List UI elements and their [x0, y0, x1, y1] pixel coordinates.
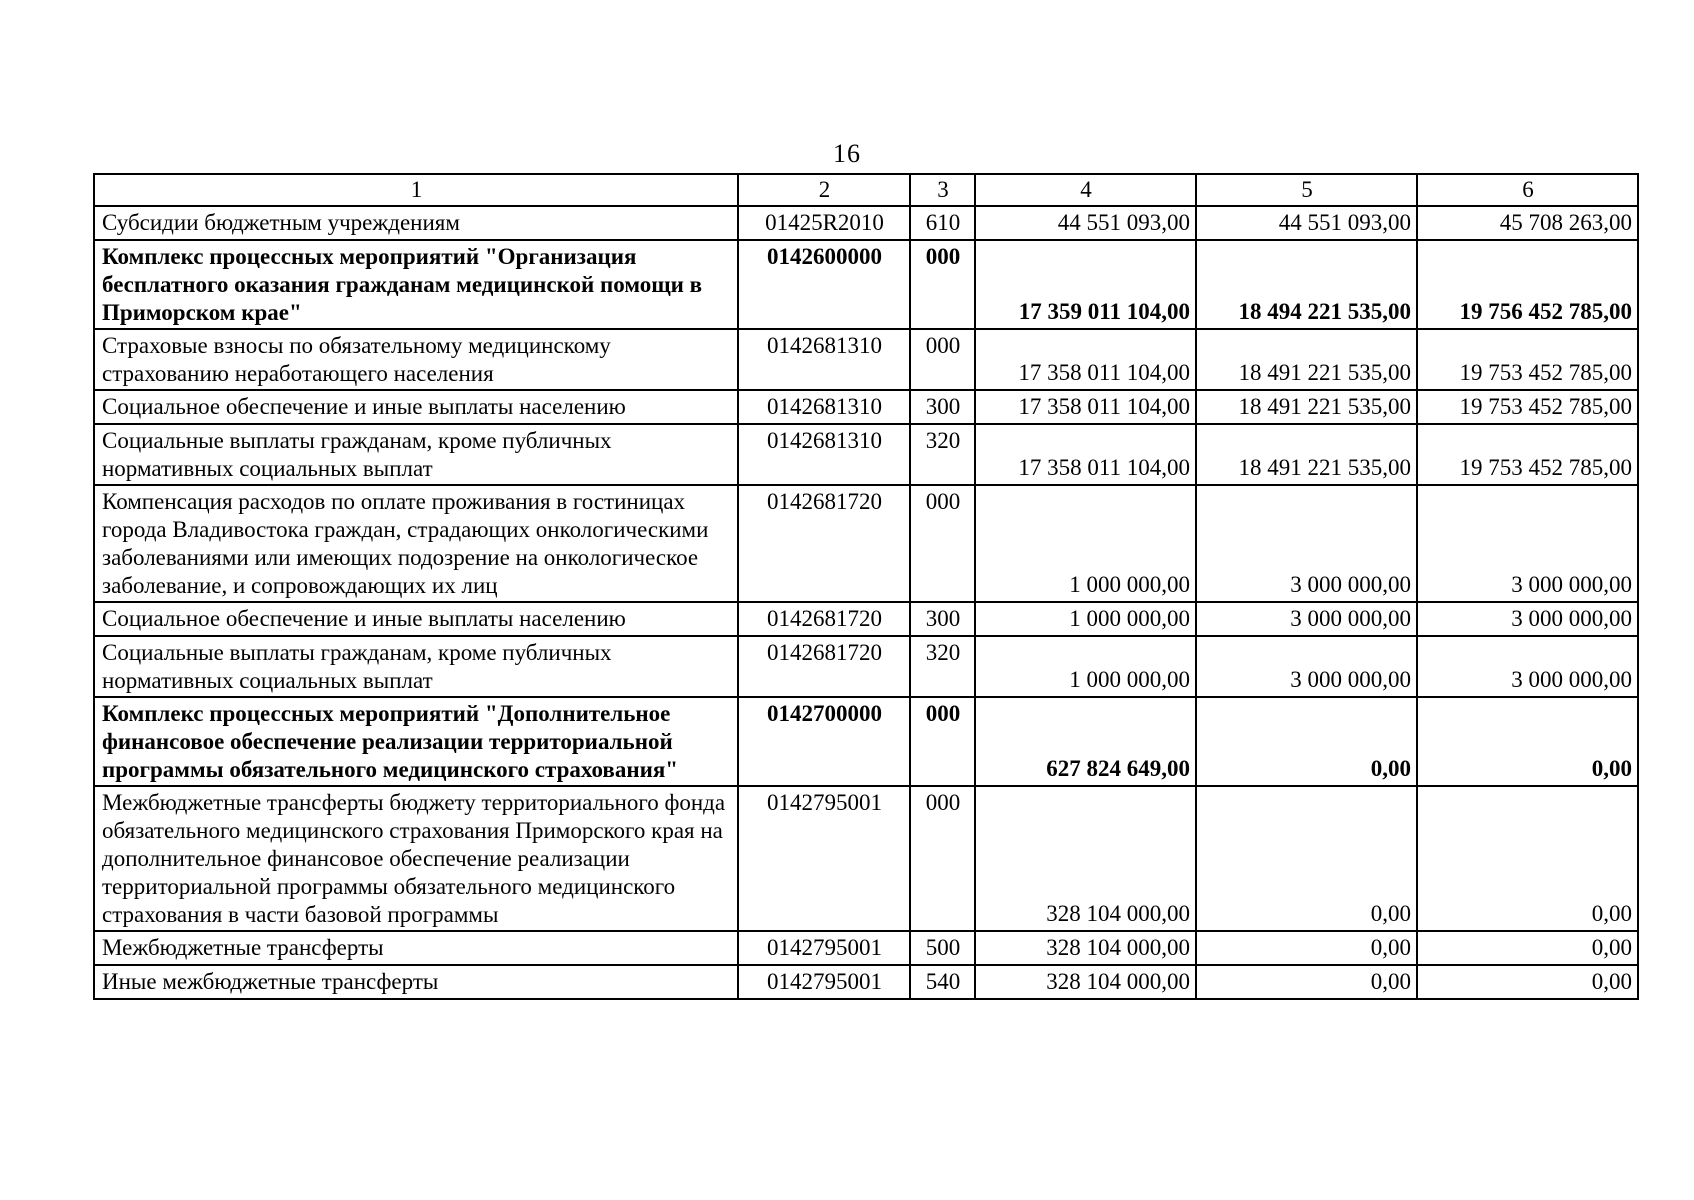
- row-amount-col5: 18 491 221 535,00: [1196, 390, 1417, 424]
- page-number: 16: [833, 139, 861, 168]
- table-header-row: [94, 174, 1638, 206]
- row-amount-col4: 328 104 000,00: [975, 965, 1196, 999]
- row-code: 0142600000: [738, 240, 910, 329]
- row-expense-type: 500: [910, 931, 975, 965]
- row-amount-col6: 19 753 452 785,00: [1417, 424, 1638, 485]
- row-amount-col5: 3 000 000,00: [1196, 485, 1417, 602]
- table-row: [94, 329, 1638, 390]
- row-expense-type: 000: [910, 240, 975, 329]
- row-amount-col4: 1 000 000,00: [975, 636, 1196, 697]
- row-expense-type: 000: [910, 485, 975, 602]
- row-code: 0142681310: [738, 424, 910, 485]
- row-name: Социальные выплаты гражданам, кроме публичных нормативных социальных выплат: [94, 636, 738, 697]
- table-row: [94, 636, 1638, 697]
- row-amount-col5: 18 491 221 535,00: [1196, 424, 1417, 485]
- table-row: [94, 390, 1638, 424]
- table-row: [94, 485, 1638, 602]
- row-name: Межбюджетные трансферты: [94, 931, 738, 965]
- row-amount-col4: 17 358 011 104,00: [975, 390, 1196, 424]
- budget-table: [93, 173, 1639, 1000]
- row-amount-col6: 45 708 263,00: [1417, 206, 1638, 240]
- row-name: Комплекс процессных мероприятий "Организация бесплатного оказания гражданам медицинской помощи в Приморском крае": [94, 240, 738, 329]
- row-name: Социальное обеспечение и иные выплаты населению: [94, 390, 738, 424]
- row-amount-col4: 627 824 649,00: [975, 697, 1196, 786]
- column-number-6: 6: [1417, 174, 1638, 206]
- row-amount-col6: 0,00: [1417, 697, 1638, 786]
- row-name: Страховые взносы по обязательному медицинскому страхованию неработающего населения: [94, 329, 738, 390]
- row-name: Социальное обеспечение и иные выплаты населению: [94, 602, 738, 636]
- row-amount-col5: 18 491 221 535,00: [1196, 329, 1417, 390]
- row-name: Субсидии бюджетным учреждениям: [94, 206, 738, 240]
- row-name: Комплекс процессных мероприятий "Дополнительное финансовое обеспечение реализации территориальной программы обязательного медицинского страхования": [94, 697, 738, 786]
- table-row: [94, 206, 1638, 240]
- table-row: [94, 786, 1638, 931]
- table-row: [94, 931, 1638, 965]
- row-amount-col4: 17 358 011 104,00: [975, 424, 1196, 485]
- row-amount-col6: 0,00: [1417, 931, 1638, 965]
- row-expense-type: 320: [910, 424, 975, 485]
- row-expense-type: 000: [910, 786, 975, 931]
- row-amount-col6: 0,00: [1417, 965, 1638, 999]
- row-code: 0142795001: [738, 786, 910, 931]
- column-number-4: 4: [975, 174, 1196, 206]
- column-number-1: 1: [94, 174, 738, 206]
- table-row: [94, 965, 1638, 999]
- row-code: 0142795001: [738, 965, 910, 999]
- row-name: Иные межбюджетные трансферты: [94, 965, 738, 999]
- column-number-2: 2: [738, 174, 910, 206]
- row-expense-type: 000: [910, 697, 975, 786]
- row-amount-col6: 3 000 000,00: [1417, 636, 1638, 697]
- row-amount-col4: 17 359 011 104,00: [975, 240, 1196, 329]
- row-amount-col6: 3 000 000,00: [1417, 602, 1638, 636]
- row-expense-type: 320: [910, 636, 975, 697]
- row-code: 0142681310: [738, 390, 910, 424]
- row-expense-type: 300: [910, 602, 975, 636]
- row-amount-col5: 3 000 000,00: [1196, 636, 1417, 697]
- row-amount-col6: 19 753 452 785,00: [1417, 329, 1638, 390]
- row-expense-type: 610: [910, 206, 975, 240]
- row-code: 0142681720: [738, 636, 910, 697]
- table-row: [94, 424, 1638, 485]
- row-amount-col5: 18 494 221 535,00: [1196, 240, 1417, 329]
- row-code: 01425R2010: [738, 206, 910, 240]
- column-number-3: 3: [910, 174, 975, 206]
- row-name: Социальные выплаты гражданам, кроме публичных нормативных социальных выплат: [94, 424, 738, 485]
- row-amount-col6: 19 753 452 785,00: [1417, 390, 1638, 424]
- row-name: Межбюджетные трансферты бюджету территориального фонда обязательного медицинского страхования Приморского края на дополнительное финансовое обеспечение реализации территориальной программы обязательного медицинского страхования в части базовой программы: [94, 786, 738, 931]
- row-expense-type: 300: [910, 390, 975, 424]
- table-row: [94, 602, 1638, 636]
- row-amount-col5: 44 551 093,00: [1196, 206, 1417, 240]
- row-amount-col4: 44 551 093,00: [975, 206, 1196, 240]
- row-amount-col6: 3 000 000,00: [1417, 485, 1638, 602]
- row-amount-col5: 0,00: [1196, 965, 1417, 999]
- row-amount-col5: 0,00: [1196, 697, 1417, 786]
- row-name: Компенсация расходов по оплате проживания в гостиницах города Владивостока граждан, страдающих онкологическими заболеваниями или имеющих подозрение на онкологическое заболевание, и сопровождающих их лиц: [94, 485, 738, 602]
- row-amount-col6: 19 756 452 785,00: [1417, 240, 1638, 329]
- table-row: [94, 240, 1638, 329]
- row-code: 0142700000: [738, 697, 910, 786]
- row-code: 0142681720: [738, 485, 910, 602]
- row-code: 0142681310: [738, 329, 910, 390]
- column-number-5: 5: [1196, 174, 1417, 206]
- row-amount-col5: 3 000 000,00: [1196, 602, 1417, 636]
- row-amount-col4: 328 104 000,00: [975, 931, 1196, 965]
- row-amount-col4: 1 000 000,00: [975, 602, 1196, 636]
- row-expense-type: 000: [910, 329, 975, 390]
- row-code: 0142681720: [738, 602, 910, 636]
- row-expense-type: 540: [910, 965, 975, 999]
- row-amount-col5: 0,00: [1196, 786, 1417, 931]
- row-amount-col4: 1 000 000,00: [975, 485, 1196, 602]
- row-amount-col4: 328 104 000,00: [975, 786, 1196, 931]
- row-amount-col6: 0,00: [1417, 786, 1638, 931]
- row-amount-col4: 17 358 011 104,00: [975, 329, 1196, 390]
- row-amount-col5: 0,00: [1196, 931, 1417, 965]
- table-row: [94, 697, 1638, 786]
- row-code: 0142795001: [738, 931, 910, 965]
